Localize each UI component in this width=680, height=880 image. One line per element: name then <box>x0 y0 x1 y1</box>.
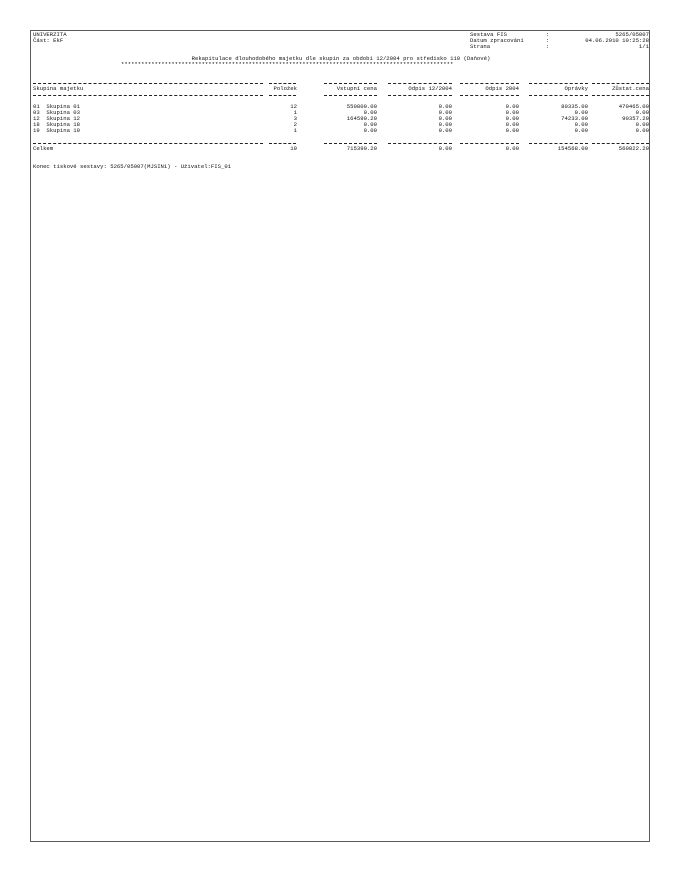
row-accum: 74233.00 <box>561 115 588 122</box>
row-residual: 0.00 <box>635 121 649 128</box>
total-label: Celkem <box>33 145 54 152</box>
report-title: Rekapitulace dlouhodobého majetku dle skupin za období 12/2004 pro středisko 110 (Daňové) <box>191 55 491 62</box>
row-items: 1 <box>293 109 297 116</box>
meta-sep-page: : <box>546 43 550 50</box>
row-items: 1 <box>293 127 297 134</box>
organization-part: Část: EkF <box>33 37 64 44</box>
row-residual: 0.00 <box>635 127 649 134</box>
meta-value-date: 04.06.2010 10:25:28 <box>585 37 649 44</box>
column-header-dep-month: Odpis 12/2004 <box>408 85 452 92</box>
row-items: 12 <box>290 103 297 110</box>
row-dep-month: 0.00 <box>438 121 452 128</box>
row-dep-month: 0.00 <box>438 103 452 110</box>
total-dep-month: 0.00 <box>438 145 452 152</box>
row-input-price: 550800.00 <box>346 103 377 110</box>
row-dep-year: 0.00 <box>505 115 519 122</box>
total-dep-year: 0.00 <box>505 145 519 152</box>
total-items: 19 <box>290 145 297 152</box>
row-input-price: 0.00 <box>363 109 377 116</box>
row-accum: 0.00 <box>574 109 588 116</box>
column-header-input-price: Vstupní cena <box>336 85 377 92</box>
row-residual: 90357.20 <box>622 115 649 122</box>
column-header-accum: Oprávky <box>564 85 588 92</box>
column-header-items: Položek <box>273 85 297 92</box>
total-accum: 154568.00 <box>557 145 588 152</box>
row-dep-month: 0.00 <box>438 109 452 116</box>
row-dep-year: 0.00 <box>505 127 519 134</box>
row-accum: 0.00 <box>574 127 588 134</box>
column-header-dep-year: Odpis 2004 <box>485 85 519 92</box>
row-input-price: 0.00 <box>363 127 377 134</box>
total-input-price: 715390.20 <box>346 145 377 152</box>
meta-sep-report: : <box>546 31 550 38</box>
row-group: 01 Skupina 01 <box>33 103 80 110</box>
meta-sep-date: : <box>546 37 550 44</box>
row-dep-month: 0.00 <box>438 115 452 122</box>
report-footer <box>33 164 649 170</box>
report-page <box>30 30 650 842</box>
meta-label-report: Sestava FIS <box>470 31 507 38</box>
row-group: 12 Skupina 12 <box>33 115 80 122</box>
meta-label-page: Strana <box>470 43 491 50</box>
row-group: 03 Skupina 03 <box>33 109 80 116</box>
report-title-underline: *************************************************************************************************** <box>121 62 454 68</box>
row-residual: 0.00 <box>635 109 649 116</box>
report-content <box>33 32 649 170</box>
organization-name: UNIVERZITA <box>33 31 67 38</box>
total-residual: 560822.20 <box>618 145 649 152</box>
meta-value-report: 5265/05007 <box>615 31 649 38</box>
row-group: 18 Skupina 18 <box>33 121 80 128</box>
column-header-group: Skupina majetku <box>33 85 84 92</box>
meta-value-page: 1/1 <box>638 43 649 50</box>
row-input-price: 164590.20 <box>346 115 377 122</box>
meta-label-date: Datum zpracování <box>470 37 524 44</box>
row-dep-month: 0.00 <box>438 127 452 134</box>
row-dep-year: 0.00 <box>505 121 519 128</box>
row-accum: 0.00 <box>574 121 588 128</box>
row-dep-year: 0.00 <box>505 103 519 110</box>
row-input-price: 0.00 <box>363 121 377 128</box>
row-residual: 470465.00 <box>618 103 649 110</box>
footer-text: Konec tiskové sestavy: 5265/05007(MJSIN1) - Uživatel:FIS_01 <box>33 163 232 170</box>
column-header-residual: Zůstat.cena <box>612 85 649 92</box>
row-accum: 80335.00 <box>561 103 588 110</box>
row-items: 3 <box>293 115 297 122</box>
row-items: 2 <box>293 121 297 128</box>
row-group: 19 Skupina 19 <box>33 127 80 134</box>
row-dep-year: 0.00 <box>505 109 519 116</box>
